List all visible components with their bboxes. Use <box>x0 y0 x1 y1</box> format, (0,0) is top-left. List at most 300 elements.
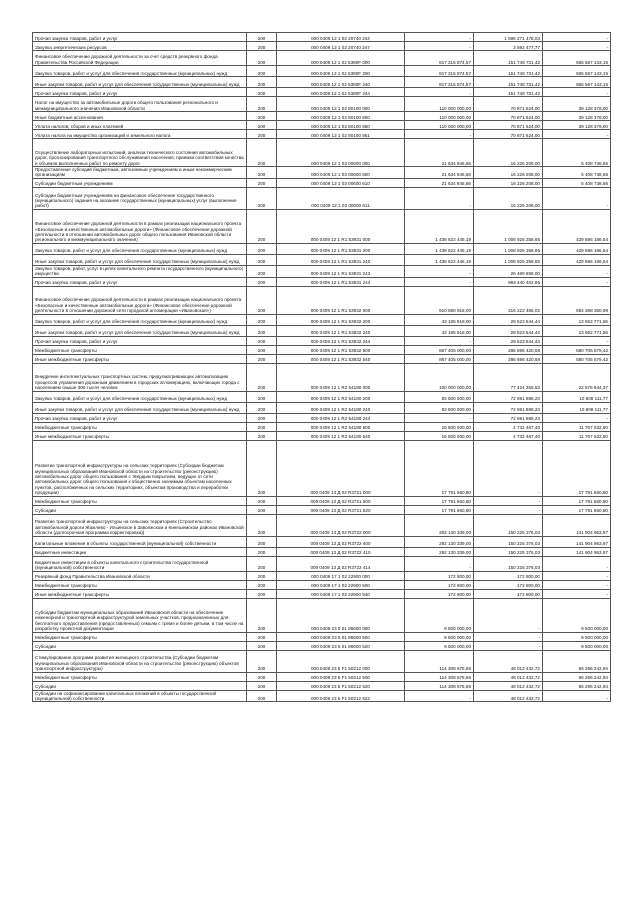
row-remaining: - <box>543 187 611 209</box>
row-remaining: 22 575 644,37 <box>543 363 611 391</box>
row-executed: 48 012 432,72 <box>474 650 543 672</box>
row-name: Закупка товаров, работ и услуг для обеспечения государственных (муниципальных) нужд <box>33 314 247 325</box>
row-planned: 114 308 675,66 <box>405 681 474 690</box>
row-line-code: 200 <box>247 66 277 77</box>
row-remaining: - <box>543 336 611 345</box>
row-planned: 21 634 946,66 <box>405 139 474 167</box>
row-name: Предоставление субсидий бюджетным, автономным учреждениям и иным некоммерческим организациям <box>33 167 247 179</box>
row-budget-code: 000 0409 17 1 02 22900 540 <box>277 589 405 598</box>
row-executed: - <box>474 641 543 650</box>
row-line-code: 200 <box>247 391 277 402</box>
table-row <box>33 325 611 336</box>
row-executed: 26 489 856,00 <box>474 265 543 277</box>
row-line-code: 200 <box>247 77 277 88</box>
row-remaining: 580 705 579,42 <box>543 354 611 363</box>
table-row <box>33 277 611 286</box>
table-row <box>33 354 611 363</box>
row-executed: 286 698 420,58 <box>474 345 543 354</box>
table-row <box>33 112 611 121</box>
row-line-code: 200 <box>247 277 277 286</box>
row-planned: 21 634 946,66 <box>405 178 474 187</box>
row-line-code: 200 <box>247 681 277 690</box>
row-name: Закупка энергетических ресурсов <box>33 42 247 51</box>
table-row <box>33 286 611 314</box>
row-name: Развитие транспортной инфраструктуры на сельских территориях (Строительство автомобильной дороги Жажлево - Ильинское в Заволжском и Кинешемском районах Ивановской области (долгосрочная программа корректировка)) <box>33 514 247 536</box>
row-name: Субсидии бюджетным учреждениям на финансовое обеспечение государственного (муниципального) задания на оказание государственных (муниципальных) услуг (выполнение работ) <box>33 187 247 209</box>
row-remaining: 429 696 186,54 <box>543 254 611 265</box>
row-budget-code: 000 0409 12 1 R1 53932 540 <box>277 354 405 363</box>
row-remaining: 665 567 143,15 <box>543 77 611 88</box>
row-remaining: 9 500 000,00 <box>543 641 611 650</box>
row-name: Иные закупки товаров, работ и услуг для обеспечения государственных (муниципальных) нужд <box>33 325 247 336</box>
row-budget-code: 000 0409 12 1 02 5390F 000 <box>277 51 405 66</box>
row-budget-code: 000 0409 12 1 R2 54180 240 <box>277 402 405 413</box>
row-executed: 1 596 271 478,03 <box>474 33 543 42</box>
row-remaining: 39 128 376,00 <box>543 121 611 130</box>
row-budget-code: 000 0409 23 5 01 86600 000 <box>277 598 405 632</box>
row-budget-code: 000 0409 23 5 F1 50212 520 <box>277 681 405 690</box>
table-row <box>33 641 611 650</box>
table-row <box>33 187 611 209</box>
table-row <box>33 42 611 51</box>
row-executed: 1 008 926 258,65 <box>474 254 543 265</box>
row-line-code: 200 <box>247 97 277 112</box>
row-budget-code: 000 0409 12 1 02 20740 244 <box>277 33 405 42</box>
table-row <box>33 598 611 632</box>
row-name: Закупка товаров, работ и услуг для обеспечения государственных (муниципальных) нужд <box>33 66 247 77</box>
row-executed: 151 748 731,42 <box>474 66 543 77</box>
row-remaining: 39 128 376,00 <box>543 112 611 121</box>
row-remaining: 5 408 738,66 <box>543 167 611 179</box>
row-line-code: 200 <box>247 167 277 179</box>
table-row <box>33 422 611 431</box>
row-budget-code: 000 0409 12 1 R1 53932 244 <box>277 336 405 345</box>
row-planned: 910 590 918,00 <box>405 286 474 314</box>
row-budget-code: 000 0409 13 Д 02 R3722 410 <box>277 547 405 556</box>
row-planned: - <box>405 277 474 286</box>
row-name: Уплата налога на имущество организаций и земельного налога <box>33 130 247 139</box>
row-planned: 83 500 000,00 <box>405 402 474 413</box>
row-budget-code: 000 0409 12 1 R1 53932 500 <box>277 345 405 354</box>
row-remaining: 580 705 579,42 <box>543 345 611 354</box>
row-planned: - <box>405 556 474 571</box>
row-name: Бюджетные инвестиции в объекты капитального строительства государственной (муниципальной) собственности <box>33 556 247 571</box>
row-name: Межбюджетные трансферты <box>33 496 247 505</box>
table-row <box>33 88 611 97</box>
table-row <box>33 547 611 556</box>
row-line-code: 200 <box>247 598 277 632</box>
row-planned: - <box>405 265 474 277</box>
row-line-code: 200 <box>247 121 277 130</box>
row-executed: - <box>474 496 543 505</box>
row-remaining: 141 904 963,97 <box>543 547 611 556</box>
row-budget-code: 000 0409 13 Д 02 R3722 414 <box>277 556 405 571</box>
row-planned: 16 500 000,00 <box>405 431 474 440</box>
row-remaining: 13 662 771,56 <box>543 325 611 336</box>
row-name: Иные закупки товаров, работ и услуг для обеспечения государственных (муниципальных) нужд <box>33 254 247 265</box>
row-remaining: 5 408 738,66 <box>543 139 611 167</box>
row-budget-code: 000 0409 12 1 03 00600 600 <box>277 167 405 179</box>
row-budget-code: 000 0409 12 1 03 00600 610 <box>277 178 405 187</box>
row-budget-code: 000 0409 23 5 F1 50212 522 <box>277 690 405 702</box>
row-remaining: 39 128 376,00 <box>543 97 611 112</box>
row-planned: - <box>405 690 474 702</box>
row-planned: 114 308 675,66 <box>405 650 474 672</box>
row-budget-code: 000 0409 13 Д 02 R3721 000 <box>277 440 405 496</box>
row-executed: - <box>474 440 543 496</box>
row-executed: 150 225 376,03 <box>474 536 543 547</box>
row-line-code: 200 <box>247 402 277 413</box>
row-name: Финансовое обеспечение дорожной деятельности в рамках реализации национального проекта «Безопасные и качественные автомобильные дороги» (Финансовое обеспечение дорожной деятельности в отношении дорожной сети городской агломерации «Ивановская») <box>33 286 247 314</box>
row-line-code: 200 <box>247 547 277 556</box>
row-name: Финансовое обеспечение дорожной деятельности за счет средств резервного фонда Правительства Российской Федерации <box>33 51 247 66</box>
row-executed: 150 225 376,03 <box>474 556 543 571</box>
table-row <box>33 336 611 345</box>
row-planned: - <box>405 130 474 139</box>
row-planned: 110 000 000,00 <box>405 121 474 130</box>
table-row <box>33 440 611 496</box>
row-name: Уплата налогов, сборов и иных платежей <box>33 121 247 130</box>
row-budget-code: 000 0409 12 1 R2 54180 540 <box>277 431 405 440</box>
row-remaining: - <box>543 42 611 51</box>
row-name: Субсидии бюджетным учреждениям <box>33 178 247 187</box>
row-line-code: 200 <box>247 440 277 496</box>
row-executed: 16 226 208,00 <box>474 187 543 209</box>
row-name: Капитальные вложения в объекты государственной (муниципальной) собственности <box>33 536 247 547</box>
row-executed: 70 871 624,00 <box>474 130 543 139</box>
row-budget-code: 000 0409 13 Д 02 R3722 000 <box>277 514 405 536</box>
row-line-code: 200 <box>247 422 277 431</box>
table-row <box>33 681 611 690</box>
row-planned: 817 315 874,57 <box>405 66 474 77</box>
table-row <box>33 505 611 514</box>
row-remaining: 17 791 660,80 <box>543 505 611 514</box>
table-row <box>33 314 611 325</box>
row-line-code: 200 <box>247 254 277 265</box>
row-line-code: 200 <box>247 286 277 314</box>
row-executed: 70 871 624,00 <box>474 97 543 112</box>
row-remaining: 17 791 660,80 <box>543 440 611 496</box>
row-line-code: 200 <box>247 650 277 672</box>
row-remaining: 5 408 738,66 <box>543 178 611 187</box>
row-line-code: 200 <box>247 33 277 42</box>
row-budget-code: 000 0409 12 1 R1 53932 200 <box>277 314 405 325</box>
row-remaining: - <box>543 690 611 702</box>
row-line-code: 200 <box>247 345 277 354</box>
row-line-code: 200 <box>247 672 277 681</box>
row-budget-code: 000 0409 12 1 02 80100 800 <box>277 112 405 121</box>
row-line-code: 200 <box>247 514 277 536</box>
table-row <box>33 556 611 571</box>
table-row <box>33 650 611 672</box>
row-planned: - <box>405 413 474 422</box>
row-name: Иные закупки товаров, работ и услуг для обеспечения государственных (муниципальных) нужд <box>33 402 247 413</box>
row-budget-code: 000 0409 17 1 02 22900 000 <box>277 571 405 580</box>
row-budget-code: 000 0409 12 1 R1 53931 200 <box>277 243 405 254</box>
row-planned: 110 000 000,00 <box>405 97 474 112</box>
row-executed: 151 748 731,42 <box>474 77 543 88</box>
row-remaining: - <box>543 265 611 277</box>
row-executed: 29 523 544,44 <box>474 336 543 345</box>
row-budget-code: 000 0409 12 1 R2 54180 000 <box>277 363 405 391</box>
row-name: Бюджетные инвестиции <box>33 547 247 556</box>
row-executed: 70 871 624,00 <box>474 112 543 121</box>
row-remaining: 66 296 242,94 <box>543 650 611 672</box>
row-planned: 83 500 000,00 <box>405 391 474 402</box>
table-row <box>33 66 611 77</box>
row-remaining: 13 662 771,56 <box>543 314 611 325</box>
row-remaining: 66 296 242,94 <box>543 672 611 681</box>
row-planned: - <box>405 88 474 97</box>
row-budget-code: 000 0409 12 1 02 80100 851 <box>277 130 405 139</box>
row-planned: - <box>405 187 474 209</box>
table-row <box>33 139 611 167</box>
table-row <box>33 690 611 702</box>
row-executed: 16 226 208,00 <box>474 178 543 187</box>
row-planned: 292 130 339,00 <box>405 547 474 556</box>
row-executed: 72 691 888,23 <box>474 413 543 422</box>
row-planned: - <box>405 33 474 42</box>
row-line-code: 200 <box>247 314 277 325</box>
row-remaining: 665 567 143,15 <box>543 51 611 66</box>
row-planned: 1 438 622 445,19 <box>405 254 474 265</box>
row-name: Внедрение интеллектуальных транспортных систем, предусматривающих автоматизацию процессов управления дорожным движением в городских агломерациях, включающих города с населением свыше 300 тысяч человек <box>33 363 247 391</box>
row-executed: - <box>474 632 543 641</box>
row-remaining: - <box>543 589 611 598</box>
table-row <box>33 514 611 536</box>
row-executed: 16 226 208,00 <box>474 139 543 167</box>
row-line-code: 200 <box>247 354 277 363</box>
table-row <box>33 536 611 547</box>
table-row <box>33 632 611 641</box>
row-executed: 70 871 624,00 <box>474 121 543 130</box>
row-executed: 3 592 477,77 <box>474 42 543 51</box>
row-line-code: 200 <box>247 505 277 514</box>
row-remaining: 10 808 111,77 <box>543 391 611 402</box>
table-row <box>33 402 611 413</box>
row-planned: 867 405 000,00 <box>405 354 474 363</box>
row-budget-code: 000 0409 23 5 F1 50212 000 <box>277 650 405 672</box>
row-remaining: 594 368 350,98 <box>543 286 611 314</box>
row-remaining: - <box>543 277 611 286</box>
table-row <box>33 672 611 681</box>
row-name: Межбюджетные трансферты <box>33 422 247 431</box>
row-budget-code: 000 0409 12 1 R2 54180 244 <box>277 413 405 422</box>
row-budget-code: 000 0409 12 1 03 00600 000 <box>277 139 405 167</box>
row-remaining: 17 791 660,80 <box>543 496 611 505</box>
row-budget-code: 000 0409 12 1 R2 54180 500 <box>277 422 405 431</box>
row-remaining: - <box>543 33 611 42</box>
row-budget-code: 000 0409 12 1 R2 54180 200 <box>277 391 405 402</box>
row-budget-code: 000 0409 13 Д 02 R3722 400 <box>277 536 405 547</box>
row-name: Закупка товаров, работ, услуг в целях капитального ремонта государственного (муниципального) имущества <box>33 265 247 277</box>
table-row <box>33 265 611 277</box>
table-row <box>33 33 611 42</box>
table-row <box>33 413 611 422</box>
row-name: Субсидии бюджетам муниципальных образований Ивановской области на обеспечение инженерной и транспортной инфраструктурой земельных участков, предназначенных для бесплатного предоставления (предоставленных) семьям с тремя и более детьми, в том числе на разработку проектной документации <box>33 598 247 632</box>
row-executed: 72 691 888,23 <box>474 391 543 402</box>
row-budget-code: 000 0409 23 5 01 86600 500 <box>277 632 405 641</box>
table-row <box>33 121 611 130</box>
row-name: Межбюджетные трансферты <box>33 345 247 354</box>
row-planned: 172 800,00 <box>405 589 474 598</box>
budget-execution-table <box>32 32 611 702</box>
row-planned: 172 800,00 <box>405 580 474 589</box>
row-name: Резервный фонд Правительства Ивановской области <box>33 571 247 580</box>
row-budget-code: 000 0409 13 Д 02 R3721 520 <box>277 505 405 514</box>
row-line-code: 200 <box>247 336 277 345</box>
row-budget-code: 000 0409 12 1 03 00600 611 <box>277 187 405 209</box>
row-executed: 983 440 402,65 <box>474 277 543 286</box>
row-name: Финансовое обеспечение дорожной деятельности в рамках реализации национального проекта «Безопасные и качественные автомобильные дороги» (Финансовое обеспечение дорожной деятельности в отношении автомобильных дорог общего пользования Ивановской области регионального и межмуниципального значения) <box>33 209 247 243</box>
row-name: Прочая закупка товаров, работ и услуг <box>33 336 247 345</box>
table-row <box>33 589 611 598</box>
row-name: Субсидии <box>33 641 247 650</box>
table-row <box>33 167 611 179</box>
row-planned: - <box>405 336 474 345</box>
table-row <box>33 496 611 505</box>
row-remaining: 10 808 111,77 <box>543 402 611 413</box>
row-budget-code: 000 0409 12 1 R1 53931 244 <box>277 277 405 286</box>
row-budget-code: 000 0409 12 1 R1 53931 243 <box>277 265 405 277</box>
row-executed: 172 800,00 <box>474 589 543 598</box>
row-executed: 150 225 376,03 <box>474 547 543 556</box>
row-line-code: 200 <box>247 571 277 580</box>
row-executed: 29 523 544,44 <box>474 325 543 336</box>
row-executed: 151 748 731,42 <box>474 88 543 97</box>
row-name: Иные межбюджетные трансферты <box>33 354 247 363</box>
row-planned: 1 438 622 445,19 <box>405 209 474 243</box>
row-name: Иные закупки товаров, работ и услуг для обеспечения государственных (муниципальных) нужд <box>33 77 247 88</box>
row-line-code: 200 <box>247 363 277 391</box>
table-row <box>33 130 611 139</box>
row-name: Субсидии <box>33 505 247 514</box>
row-planned: 292 130 339,00 <box>405 514 474 536</box>
row-planned: 43 185 918,00 <box>405 314 474 325</box>
row-executed: 1 008 926 258,65 <box>474 243 543 254</box>
row-planned: 1 438 622 445,19 <box>405 243 474 254</box>
row-remaining: - <box>543 571 611 580</box>
row-executed: 4 732 467,40 <box>474 422 543 431</box>
row-executed: 48 012 432,72 <box>474 690 543 702</box>
row-line-code: 200 <box>247 243 277 254</box>
row-budget-code: 000 0409 13 Д 02 R3721 500 <box>277 496 405 505</box>
row-budget-code: 000 0409 23 5 01 86600 520 <box>277 641 405 650</box>
row-name: Прочая закупка товаров, работ и услуг <box>33 88 247 97</box>
row-executed: 172 800,00 <box>474 571 543 580</box>
row-planned: 292 130 339,00 <box>405 536 474 547</box>
row-executed: - <box>474 598 543 632</box>
table-row <box>33 391 611 402</box>
row-budget-code: 000 0409 12 1 02 20740 247 <box>277 42 405 51</box>
row-remaining: - <box>543 413 611 422</box>
row-name: Закупка товаров, работ и услуг для обеспечения государственных (муниципальных) нужд <box>33 243 247 254</box>
row-line-code: 200 <box>247 589 277 598</box>
row-executed: 4 732 467,40 <box>474 431 543 440</box>
row-name: Осуществление лабораторных испытаний, анализа технического состояния автомобильных дорог, прогнозирования транспортного обслуживания населения, приемки соответствия качества и объемов выполненных работ по ремонту дорог <box>33 139 247 167</box>
row-executed: 150 225 376,03 <box>474 514 543 536</box>
row-line-code: 200 <box>247 265 277 277</box>
table-row <box>33 363 611 391</box>
table-row <box>33 97 611 112</box>
row-executed: 48 012 432,72 <box>474 681 543 690</box>
table-row <box>33 77 611 88</box>
row-remaining: 9 500 000,00 <box>543 598 611 632</box>
table-row <box>33 51 611 66</box>
row-remaining: 11 767 532,60 <box>543 422 611 431</box>
row-planned: 817 315 874,57 <box>405 77 474 88</box>
row-line-code: 200 <box>247 130 277 139</box>
row-budget-code: 000 0409 12 1 02 5390F 240 <box>277 77 405 88</box>
table-row <box>33 243 611 254</box>
row-planned: 17 791 660,80 <box>405 505 474 514</box>
row-budget-code: 000 0409 12 1 R1 53931 000 <box>277 209 405 243</box>
row-budget-code: 000 0409 12 1 02 5390F 200 <box>277 66 405 77</box>
row-remaining: 11 767 532,60 <box>543 431 611 440</box>
row-remaining: - <box>543 556 611 571</box>
row-remaining: 66 296 242,94 <box>543 681 611 690</box>
row-planned: 817 315 874,57 <box>405 51 474 66</box>
row-executed: 172 800,00 <box>474 580 543 589</box>
row-name: Субсидии на софинансирование капитальных вложений в объекты государственной (муниципальной) собственности <box>33 690 247 702</box>
row-executed: 48 012 432,72 <box>474 672 543 681</box>
row-planned: 9 500 000,00 <box>405 641 474 650</box>
row-budget-code: 000 0409 12 1 02 80100 850 <box>277 121 405 130</box>
row-executed: 151 748 731,42 <box>474 51 543 66</box>
row-remaining: - <box>543 88 611 97</box>
row-budget-code: 000 0409 12 1 02 80100 000 <box>277 97 405 112</box>
table-body <box>33 33 611 702</box>
row-name: Налог на имущество за автомобильные дороги общего пользования регионального и межмуниципального значения Ивановской области <box>33 97 247 112</box>
table-row <box>33 345 611 354</box>
row-line-code: 200 <box>247 413 277 422</box>
row-line-code: 200 <box>247 178 277 187</box>
row-line-code: 200 <box>247 632 277 641</box>
row-planned: 17 791 660,80 <box>405 440 474 496</box>
row-planned: 100 000 000,00 <box>405 363 474 391</box>
row-remaining: 665 567 143,15 <box>543 66 611 77</box>
row-line-code: 200 <box>247 325 277 336</box>
row-name: Межбюджетные трансферты <box>33 580 247 589</box>
row-name: Субсидии <box>33 681 247 690</box>
row-remaining: 141 904 963,97 <box>543 514 611 536</box>
table-row <box>33 580 611 589</box>
row-line-code: 200 <box>247 496 277 505</box>
row-line-code: 200 <box>247 536 277 547</box>
row-planned: - <box>405 42 474 51</box>
row-line-code: 200 <box>247 112 277 121</box>
row-line-code: 200 <box>247 641 277 650</box>
row-name: Межбюджетные трансферты <box>33 672 247 681</box>
row-line-code: 200 <box>247 556 277 571</box>
row-executed: 286 698 420,58 <box>474 354 543 363</box>
row-budget-code: 000 0409 12 1 R1 53932 000 <box>277 286 405 314</box>
table-row <box>33 209 611 243</box>
row-planned: 9 500 000,00 <box>405 598 474 632</box>
row-remaining: - <box>543 580 611 589</box>
row-name: Иные бюджетные ассигнования <box>33 112 247 121</box>
row-line-code: 200 <box>247 209 277 243</box>
row-line-code: 200 <box>247 431 277 440</box>
table-row <box>33 431 611 440</box>
row-budget-code: 000 0409 12 1 R1 53931 240 <box>277 254 405 265</box>
table-row <box>33 178 611 187</box>
row-name: Иные межбюджетные трансферты <box>33 431 247 440</box>
row-planned: 16 500 000,00 <box>405 422 474 431</box>
row-budget-code: 000 0409 17 1 02 22900 500 <box>277 580 405 589</box>
row-name: Прочая закупка товаров, работ и услуг <box>33 277 247 286</box>
row-executed: 29 523 544,44 <box>474 314 543 325</box>
